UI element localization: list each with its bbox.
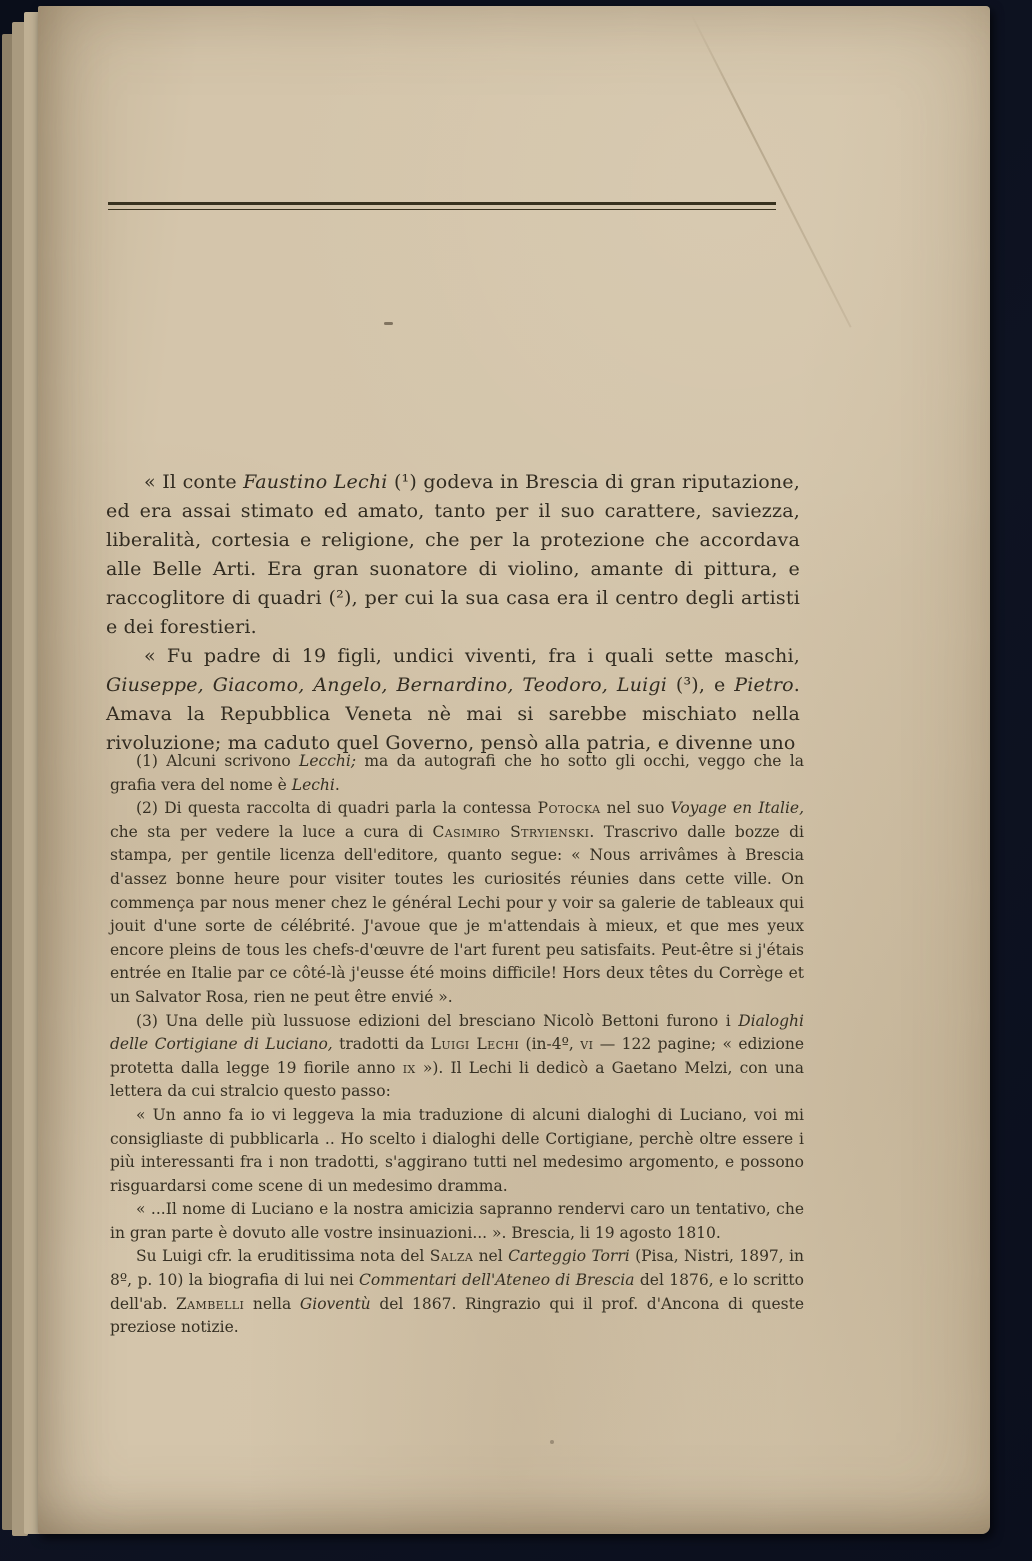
- main-text-block: [106, 468, 800, 758]
- page-crease-line: [690, 13, 852, 328]
- paper-speck: [384, 322, 393, 325]
- rule-thick-line: [108, 202, 776, 205]
- body-paragraph: « Fu padre di 19 figli, undici viventi, fra i quali sette maschi, Giuseppe, Giacomo, Angelo, Bernardino, Teodoro, Luigi (³), e Pietro. Amava la Repubblica Veneta nè mai si sarebbe mischiato nella rivoluzione; ma caduto quel Governo, pensò alla patria, e divenne uno: [106, 645, 800, 754]
- rule-thin-line: [108, 209, 776, 210]
- footnote-paragraph: (1) Alcuni scrivono Lecchi; ma da autografi che ho sotto gli occhi, veggo che la grafia vera del nome è Lechi.: [110, 752, 804, 794]
- footnote-paragraph: (3) Una delle più lussuose edizioni del bresciano Nicolò Bettoni furono i Dialoghi delle Cortigiane di Luciano, tradotti da Luigi Lechi (in-4º, vi — 122 pagine; « edizione protetta dalla legge 19 fiorile anno ix »). Il Lechi li dedicò a Gaetano Melzi, con una lettera da cui stralcio questo passo:: [110, 1011, 805, 1101]
- footnote-paragraph: « ...Il nome di Luciano e la nostra amicizia sapranno rendervi caro un tentativo, che in gran parte è dovuto alle vostre insinuazioni... ». Brescia, li 19 agosto 1810.: [110, 1200, 804, 1242]
- book-page: [38, 6, 990, 1534]
- paper-speck: [550, 1440, 554, 1444]
- body-paragraph: « Il conte Faustino Lechi (¹) godeva in Brescia di gran riputazione, ed era assai stimato ed amato, tanto per il suo carattere, saviezza, liberalità, cortesia e religione, che per la protezione che accordava alle Belle Arti. Era gran suonatore di violino, amante di pittura, e raccoglitore di quadri (²), per cui la sua casa era il centro degli artisti e dei forestieri.: [106, 471, 800, 638]
- footnotes-block: [110, 750, 804, 1340]
- footnote-paragraph: (2) Di questa raccolta di quadri parla la contessa Potocka nel suo Voyage en Italie, che sta per vedere la luce a cura di Casimiro Stryienski. Trascrivo dalle bozze di stampa, per gentile licenza dell'editore, quanto segue: « Nous arrivâmes à Brescia d'assez bonne heure pour visiter toutes les curiosités réunies dans cette ville. On commença par nous mener chez le général Lechi pour y voir sa galerie de tableaux qui jouit d'une sorte de célébrité. J'avoue que je m'attendais à mieux, et que mes yeux encore pleins de tous les chefs-d'œuvre de l'art furent peu satisfaits. Peut-être si j'étais entrée en Italie par ce côté-là j'eusse été moins difficile! Hors deux têtes du Corrège et un Salvator Rosa, rien ne peut être envié ».: [110, 799, 804, 1006]
- footnote-paragraph: Su Luigi cfr. la eruditissima nota del Salza nel Carteggio Torri (Pisa, Nistri, 1897, in 8º, p. 10) la biografia di lui nei Commentari dell'Ateneo di Brescia del 1876, e lo scritto dell'ab. Zambelli nella Gioventù del 1867. Ringrazio qui il prof. d'Ancona di queste preziose notizie.: [110, 1247, 805, 1337]
- footnote-paragraph: « Un anno fa io vi leggeva la mia traduzione di alcuni dialoghi di Luciano, voi mi consigliaste di pubblicarla .. Ho scelto i dialoghi delle Cortigiane, perchè oltre essere i più interessanti fra i non tradotti, s'aggirano tutti nel medesimo argomento, e possono risguardarsi come scene di un medesimo dramma.: [110, 1105, 804, 1195]
- header-double-rule: [108, 202, 776, 210]
